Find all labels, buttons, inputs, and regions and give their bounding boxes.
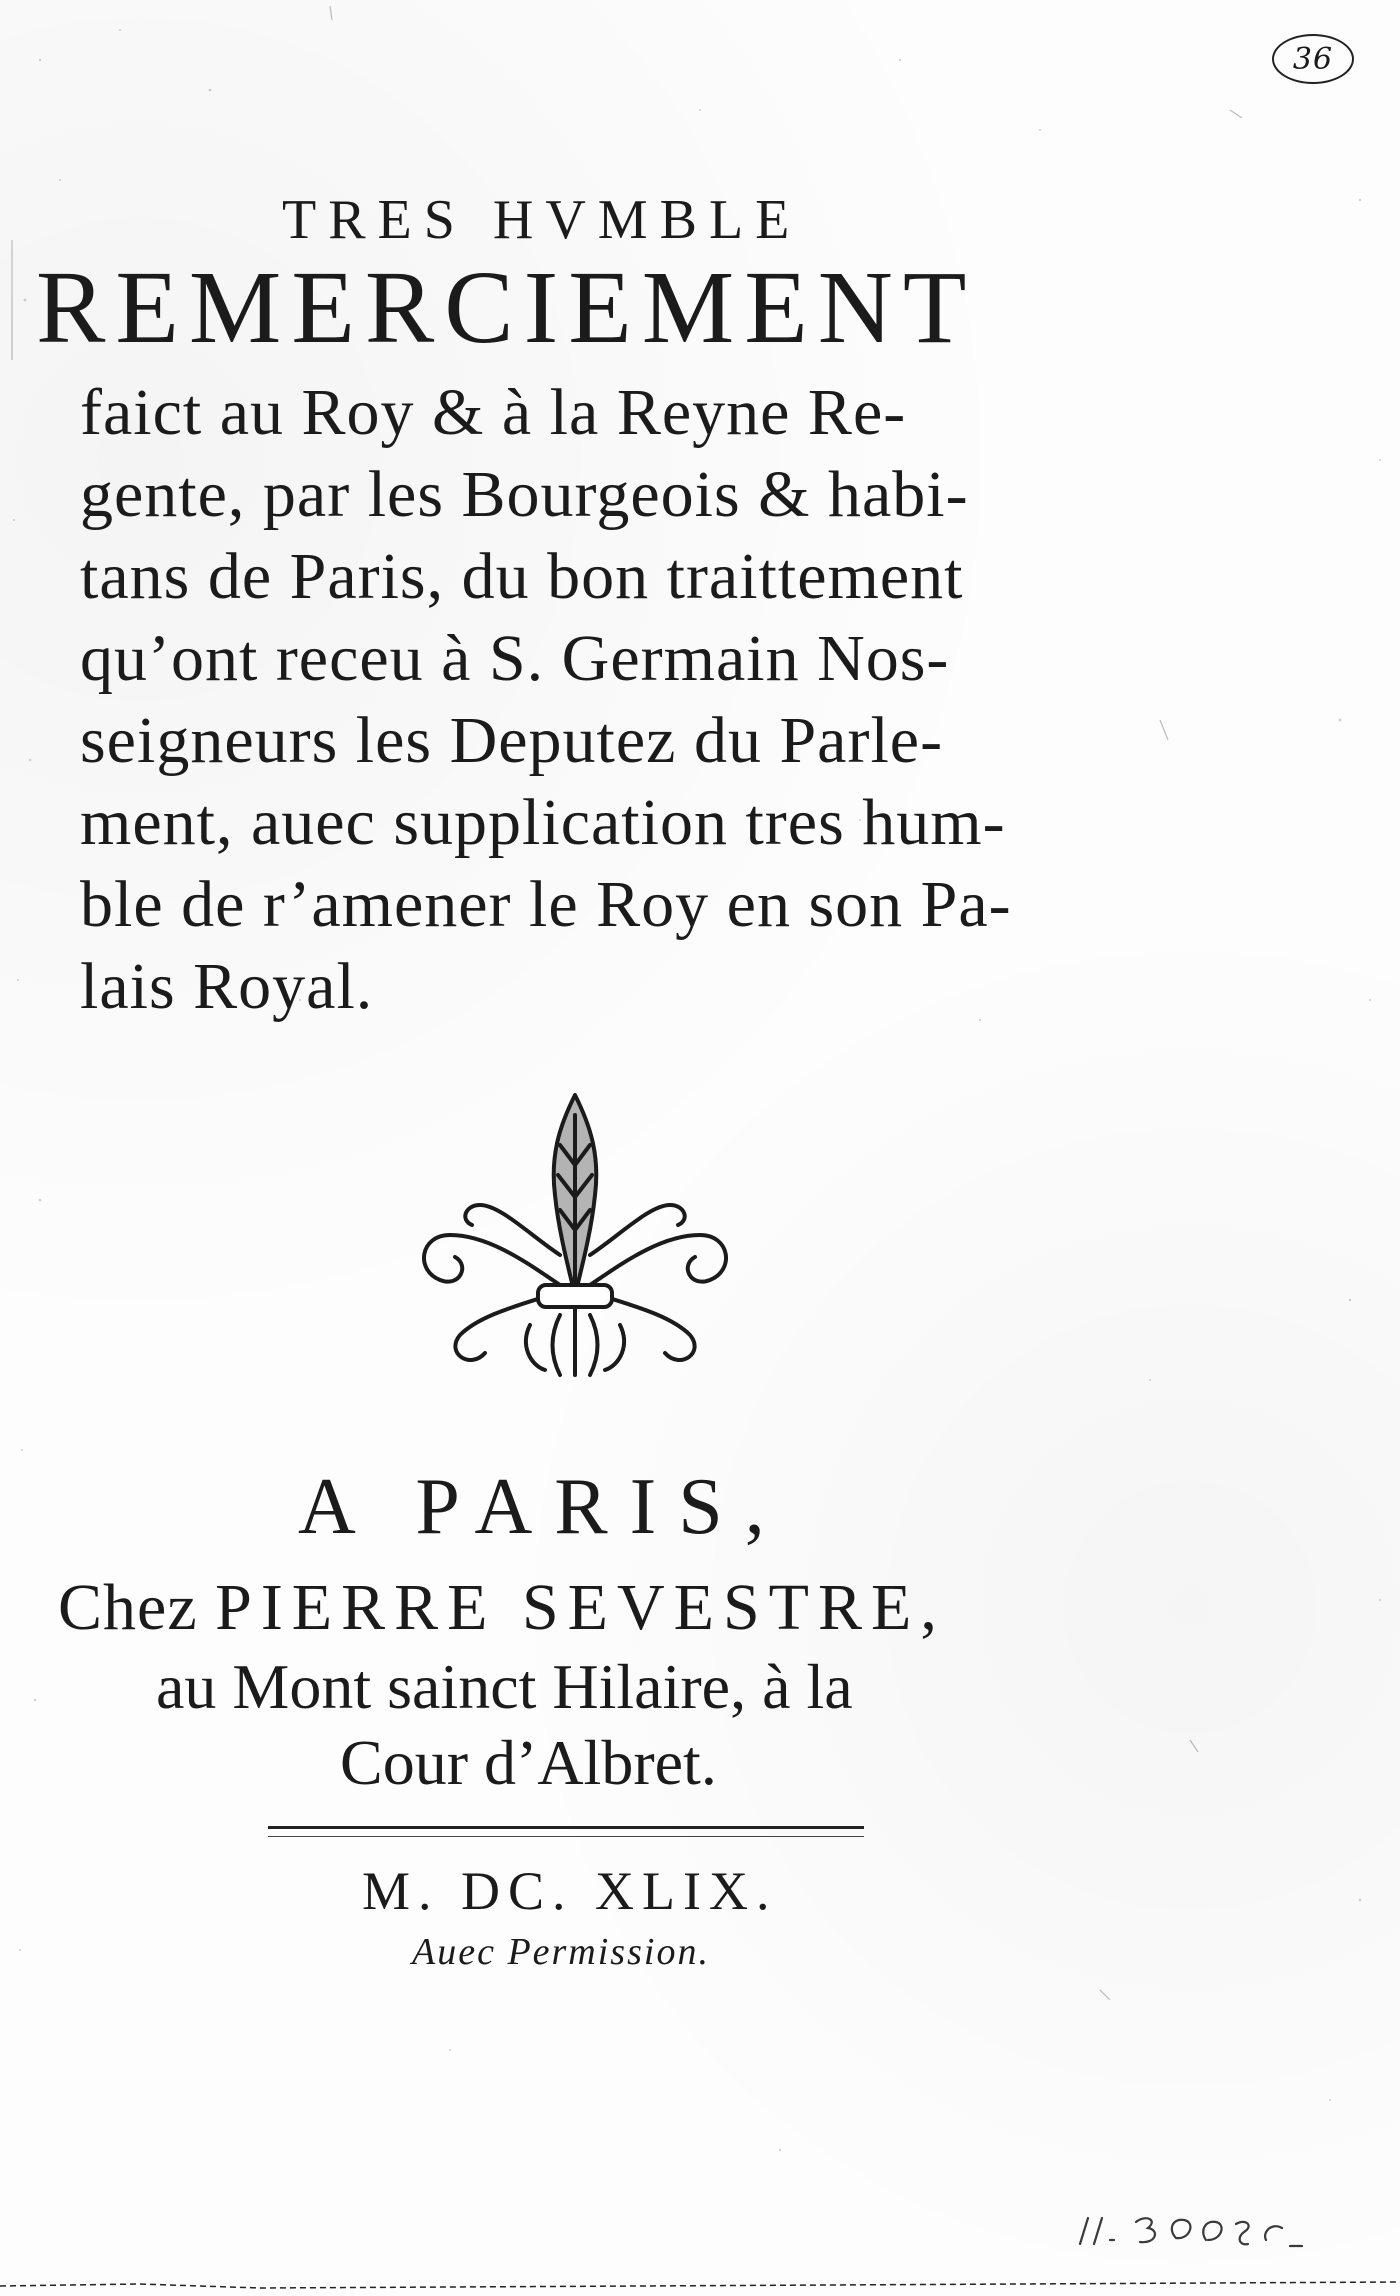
imprint-printer-line — [58, 1570, 946, 1646]
divider-rule-thin — [268, 1836, 864, 1837]
imprint-chez: Chez — [58, 1571, 198, 1644]
main-title: REMERCIEMENT — [36, 250, 977, 365]
title-line-3: tans de Paris, du bon traittement — [80, 540, 964, 613]
imprint-year: M. DC. XLIX. — [362, 1861, 778, 1921]
imprint-address-line-2: Cour d’Albret. — [340, 1727, 717, 1798]
title-line-7: ble de r’amener le Roy en son Pa- — [80, 868, 1012, 941]
handwritten-shelfmark — [1076, 2210, 1316, 2250]
title-line-2: gente, par les Bourgeois & habi- — [80, 458, 969, 531]
title-line-4: qu’ont receu à S. Germain Nos- — [80, 622, 950, 695]
scan-bottom-edge — [0, 2268, 1400, 2296]
pre-title: TRES HVMBLE — [282, 189, 802, 251]
folio-number-stamp — [1272, 34, 1354, 84]
imprint-printer: PIERRE SEVESTRE, — [215, 1571, 946, 1644]
title-line-5: seigneurs les Deputez du Parle- — [80, 704, 944, 777]
folio-number: 36 — [1292, 41, 1334, 77]
title-line-8: lais Royal. — [80, 950, 374, 1023]
fleur-de-lis-icon — [410, 1085, 740, 1385]
imprint-address-line-1: au Mont sainct Hilaire, à la — [156, 1651, 853, 1722]
imprint-permission: Auec Permission. — [412, 1931, 710, 1973]
divider-rule — [268, 1826, 864, 1829]
imprint-city: A PARIS, — [298, 1463, 787, 1551]
title-line-1: faict au Roy & à la Reyne Re- — [80, 376, 907, 449]
title-line-6: ment, auec supplication tres hum- — [80, 786, 1006, 859]
